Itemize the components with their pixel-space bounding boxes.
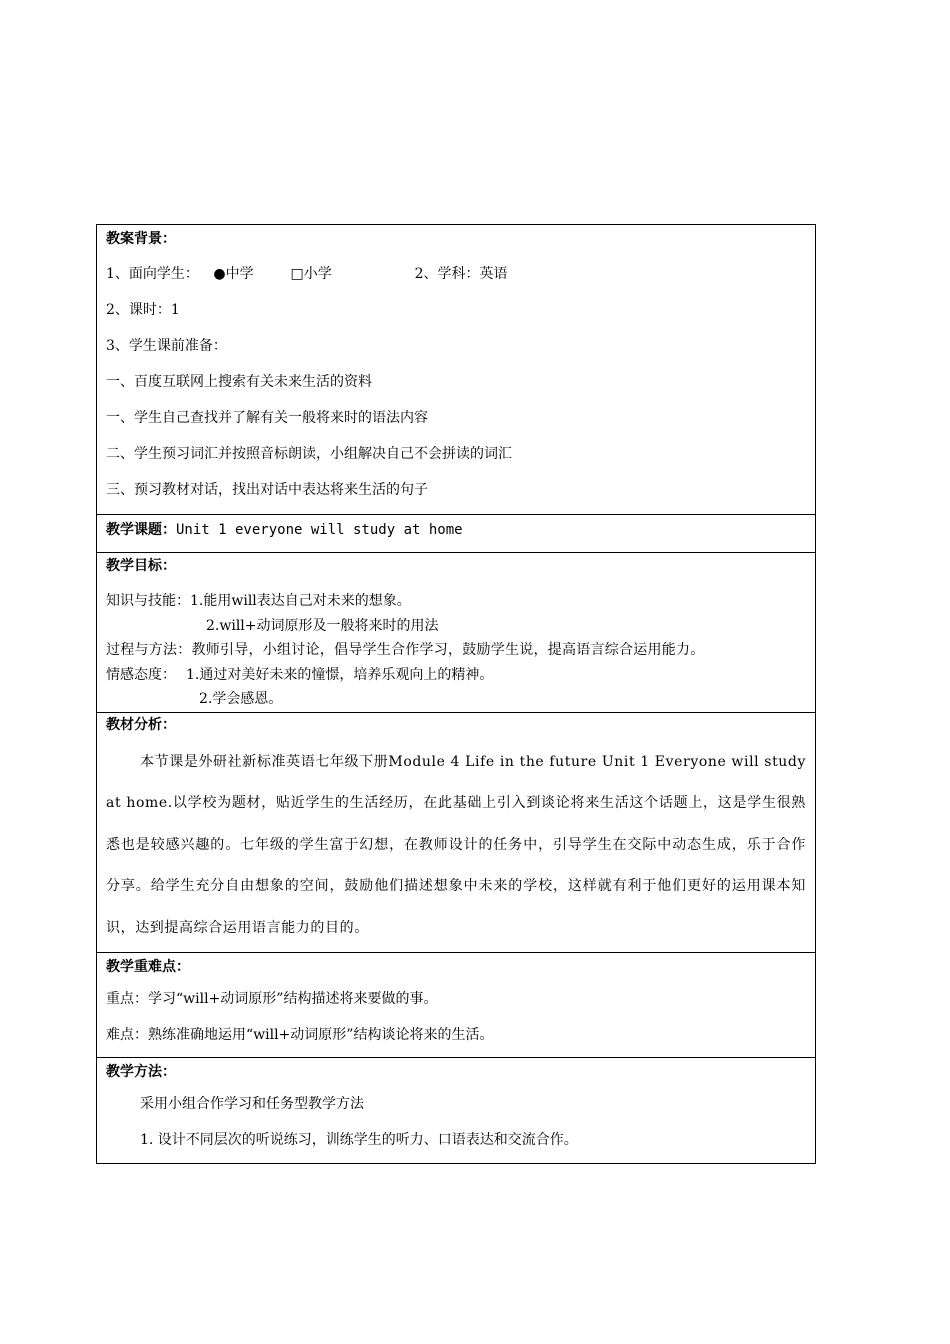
checkbox-icon: □ [290, 266, 304, 282]
prep-title: 3、学生课前准备： [106, 338, 227, 354]
option-middle-school: 中学 [225, 266, 254, 282]
prep-item: 二、学生预习词汇并按照音标朗读，小组解决自己不会拼读的词汇 [106, 446, 512, 462]
topic-section [97, 514, 815, 552]
analysis-text: 本节课是外研社新标准英语七年级下册Module 4 Life in the future Unit 1 Everyone will study at home.以学校为题材，贴近学生的生活经历，在此基础上引入到谈论将来生活这个话题上，这是学生很熟悉也是较感兴趣的。七年级的学生富于幻想，在教师设计的任务中，引导学生在交际中动态生成，乐于合作分享。给学生充分自由想象的空间，鼓励他们描述想象中未来的学校，这样就有利于他们更好的运用课本知识，达到提高综合运用语言能力的目的。 [106, 753, 806, 936]
method-item: 采用小组合作学习和任务型教学方法 [140, 1096, 364, 1112]
analysis-section [97, 712, 815, 953]
background-heading: 教案背景： [106, 231, 176, 247]
methods-heading: 教学方法： [106, 1064, 176, 1080]
method-item: 1. 设计不同层次的听说练习，训练学生的听力、口语表达和交流合作。 [140, 1132, 578, 1148]
prep-item: 三、预习教材对话，找出对话中表达将来生活的句子 [106, 482, 428, 498]
attitude-item: 2.学会感恩。 [199, 691, 283, 707]
target-students-row [106, 256, 806, 292]
difficulty-point: 难点：熟练准确地运用“will+动词原形”结构谈论将来的生活。 [106, 1027, 494, 1043]
knowledge-item: 2.will+动词原形及一般将来时的用法 [206, 617, 439, 634]
knowledge-item: 1.能用will表达自己对未来的想象。 [190, 593, 411, 609]
topic-value: Unit 1 everyone will study at home [176, 522, 463, 538]
objectives-section [97, 552, 815, 712]
filled-circle-icon: ● [213, 266, 226, 282]
knowledge-label: 知识与技能： [106, 593, 190, 609]
objectives-heading: 教学目标： [106, 558, 176, 574]
focus-point: 重点：学习“will+动词原形”结构描述将来要做的事。 [106, 991, 438, 1007]
prep-item: 一、学生自己查找并了解有关一般将来时的语法内容 [106, 410, 428, 426]
analysis-heading: 教材分析： [106, 716, 176, 733]
keypoints-heading: 教学重难点： [106, 959, 190, 975]
process-method: 过程与方法：教师引导，小组讨论，倡导学生合作学习，鼓励学生说，提高语言综合运用能力。 [106, 642, 705, 658]
methods-section [97, 1057, 815, 1163]
attitude-label: 情感态度： [106, 666, 176, 683]
background-section [97, 228, 815, 514]
prep-item: 一、百度互联网上搜索有关未来生活的资料 [106, 374, 372, 390]
topic-label: 教学课题： [106, 522, 176, 538]
attitude-item: 1.通过对美好未来的憧憬，培养乐观向上的精神。 [186, 666, 494, 683]
target-label: 1、面向学生： [106, 266, 199, 282]
option-primary-school: 小学 [303, 266, 332, 282]
class-hours: 2、课时：1 [106, 302, 180, 318]
keypoints-section [97, 952, 815, 1057]
subject-text: 2、学科：英语 [414, 266, 508, 282]
lesson-plan-table [96, 224, 816, 1164]
